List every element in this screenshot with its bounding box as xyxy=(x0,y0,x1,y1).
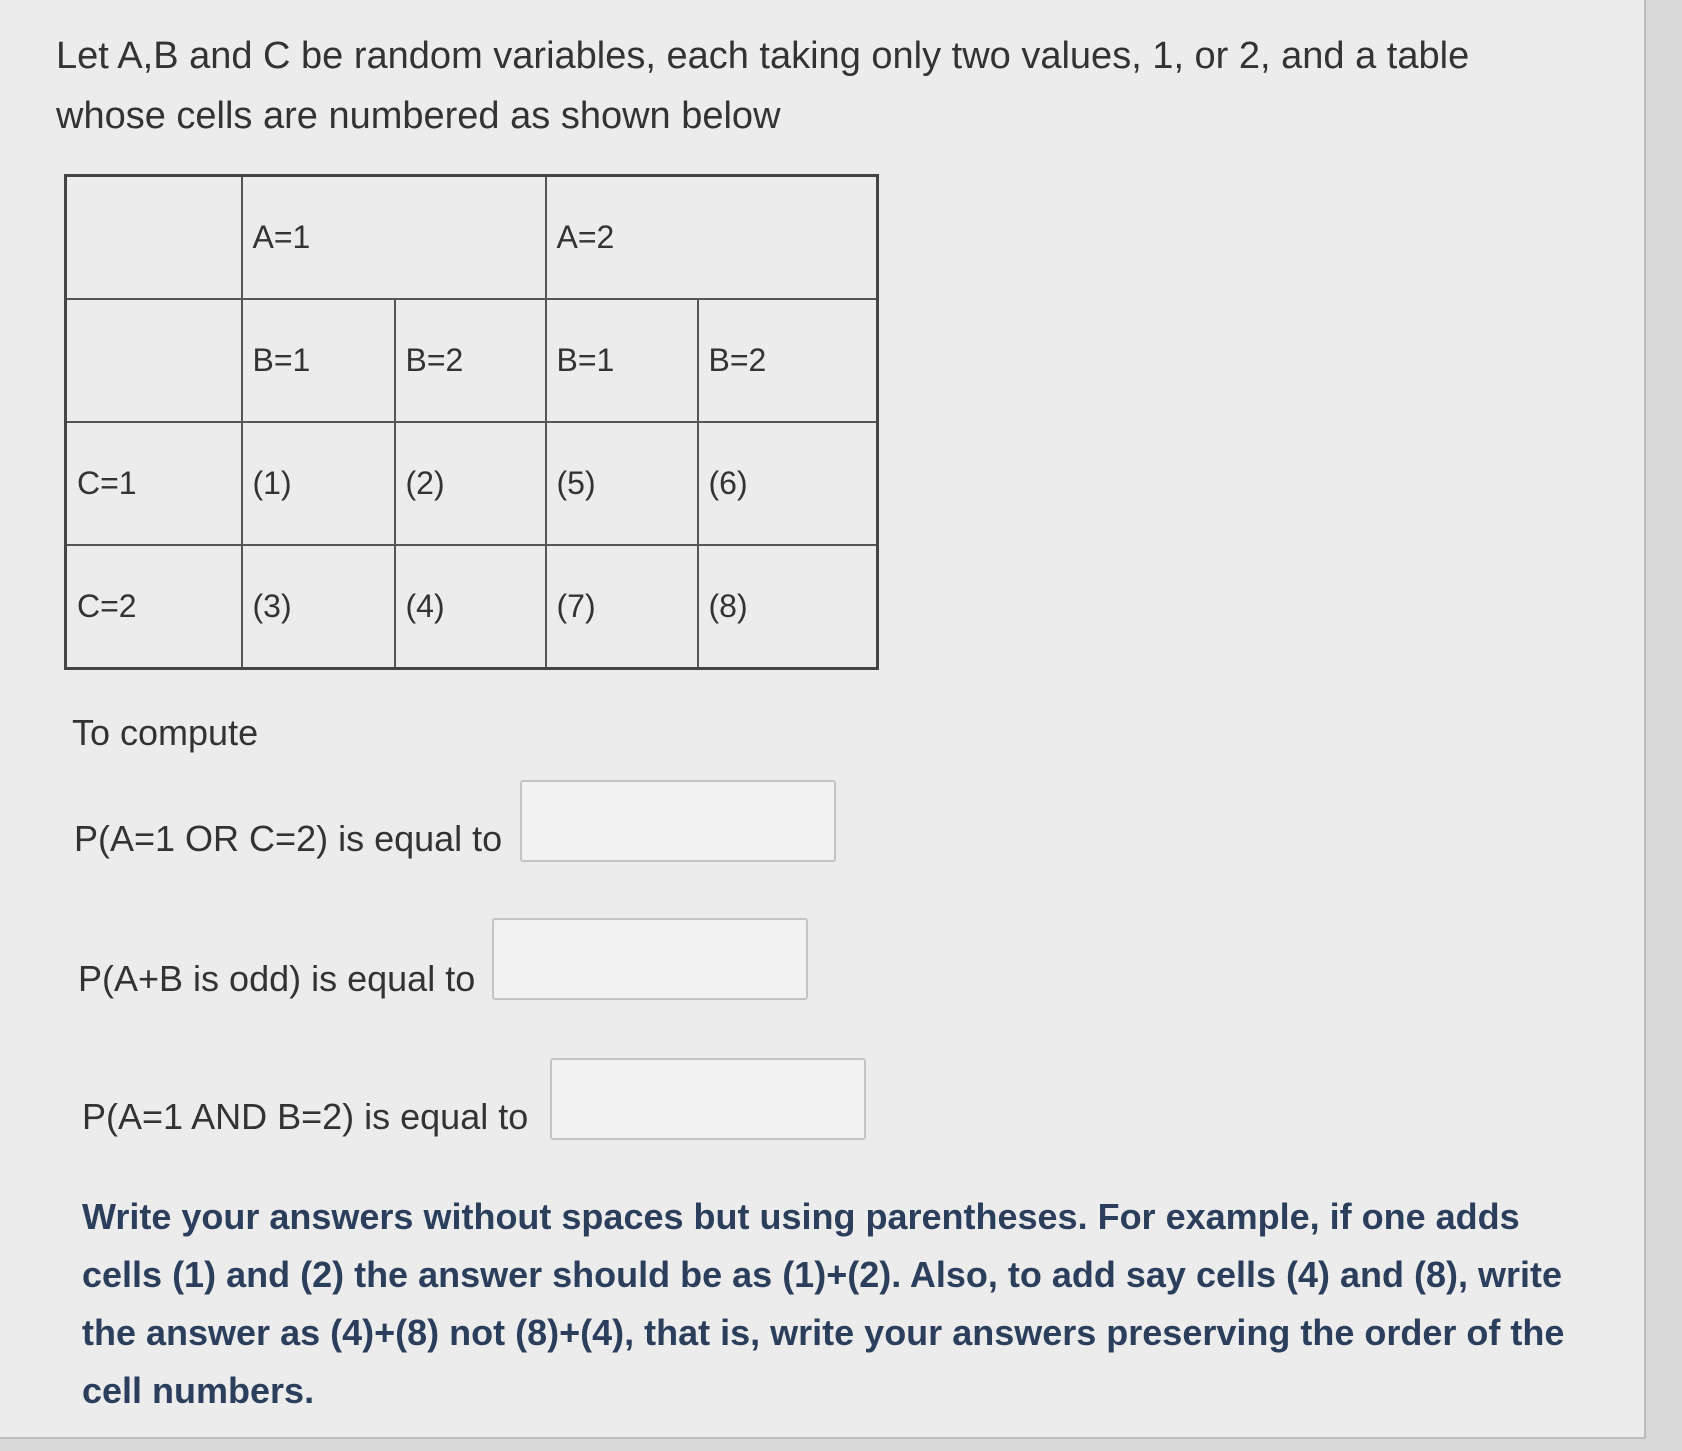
cell-7: (7) xyxy=(546,545,698,669)
cell-6: (6) xyxy=(698,422,878,545)
table-header-row-a xyxy=(66,176,878,300)
answer-input-1[interactable] xyxy=(520,780,836,862)
compute-label: To compute xyxy=(72,712,259,753)
row-label-c1: C=1 xyxy=(66,422,242,545)
question-1-label: P(A=1 OR C=2) is equal to xyxy=(74,818,503,859)
table-row xyxy=(66,422,878,545)
table-header-row-b xyxy=(66,299,878,422)
question-3-label: P(A=1 AND B=2) is equal to xyxy=(82,1096,529,1137)
cell-2: (2) xyxy=(395,422,546,545)
instructions-text: Write your answers without spaces but using parentheses. For example, if one adds cells (1) and (2) the answer should be as (1)+(2). Also, to add say cells (4) and (8), write the answer as (4)+(8) not (8)+(4), that is, write your answers preserving the order of the cell numbers. xyxy=(82,1196,1565,1411)
intro-text: Let A,B and C be random variables, each taking only two values, 1, or 2, and a table whose cells are numbered as shown below xyxy=(56,35,1470,137)
header-b1-a2: B=1 xyxy=(546,299,698,422)
cell-3: (3) xyxy=(242,545,395,669)
header-b2-a2: B=2 xyxy=(698,299,878,422)
header-a2: A=2 xyxy=(546,176,878,300)
header-b2-a1: B=2 xyxy=(395,299,546,422)
cell-4: (4) xyxy=(395,545,546,669)
cell-5: (5) xyxy=(546,422,698,545)
header-a1: A=1 xyxy=(242,176,546,300)
cell-8: (8) xyxy=(698,545,878,669)
row-label-c2: C=2 xyxy=(66,545,242,669)
answer-input-3[interactable] xyxy=(550,1058,866,1140)
table-row xyxy=(66,545,878,669)
table-corner-cell xyxy=(66,176,242,300)
cell-number-table xyxy=(64,174,879,670)
header-b1-a1: B=1 xyxy=(242,299,395,422)
answer-input-2[interactable] xyxy=(492,918,808,1000)
cell-1: (1) xyxy=(242,422,395,545)
table-blank-cell xyxy=(66,299,242,422)
question-2-label: P(A+B is odd) is equal to xyxy=(78,958,476,999)
